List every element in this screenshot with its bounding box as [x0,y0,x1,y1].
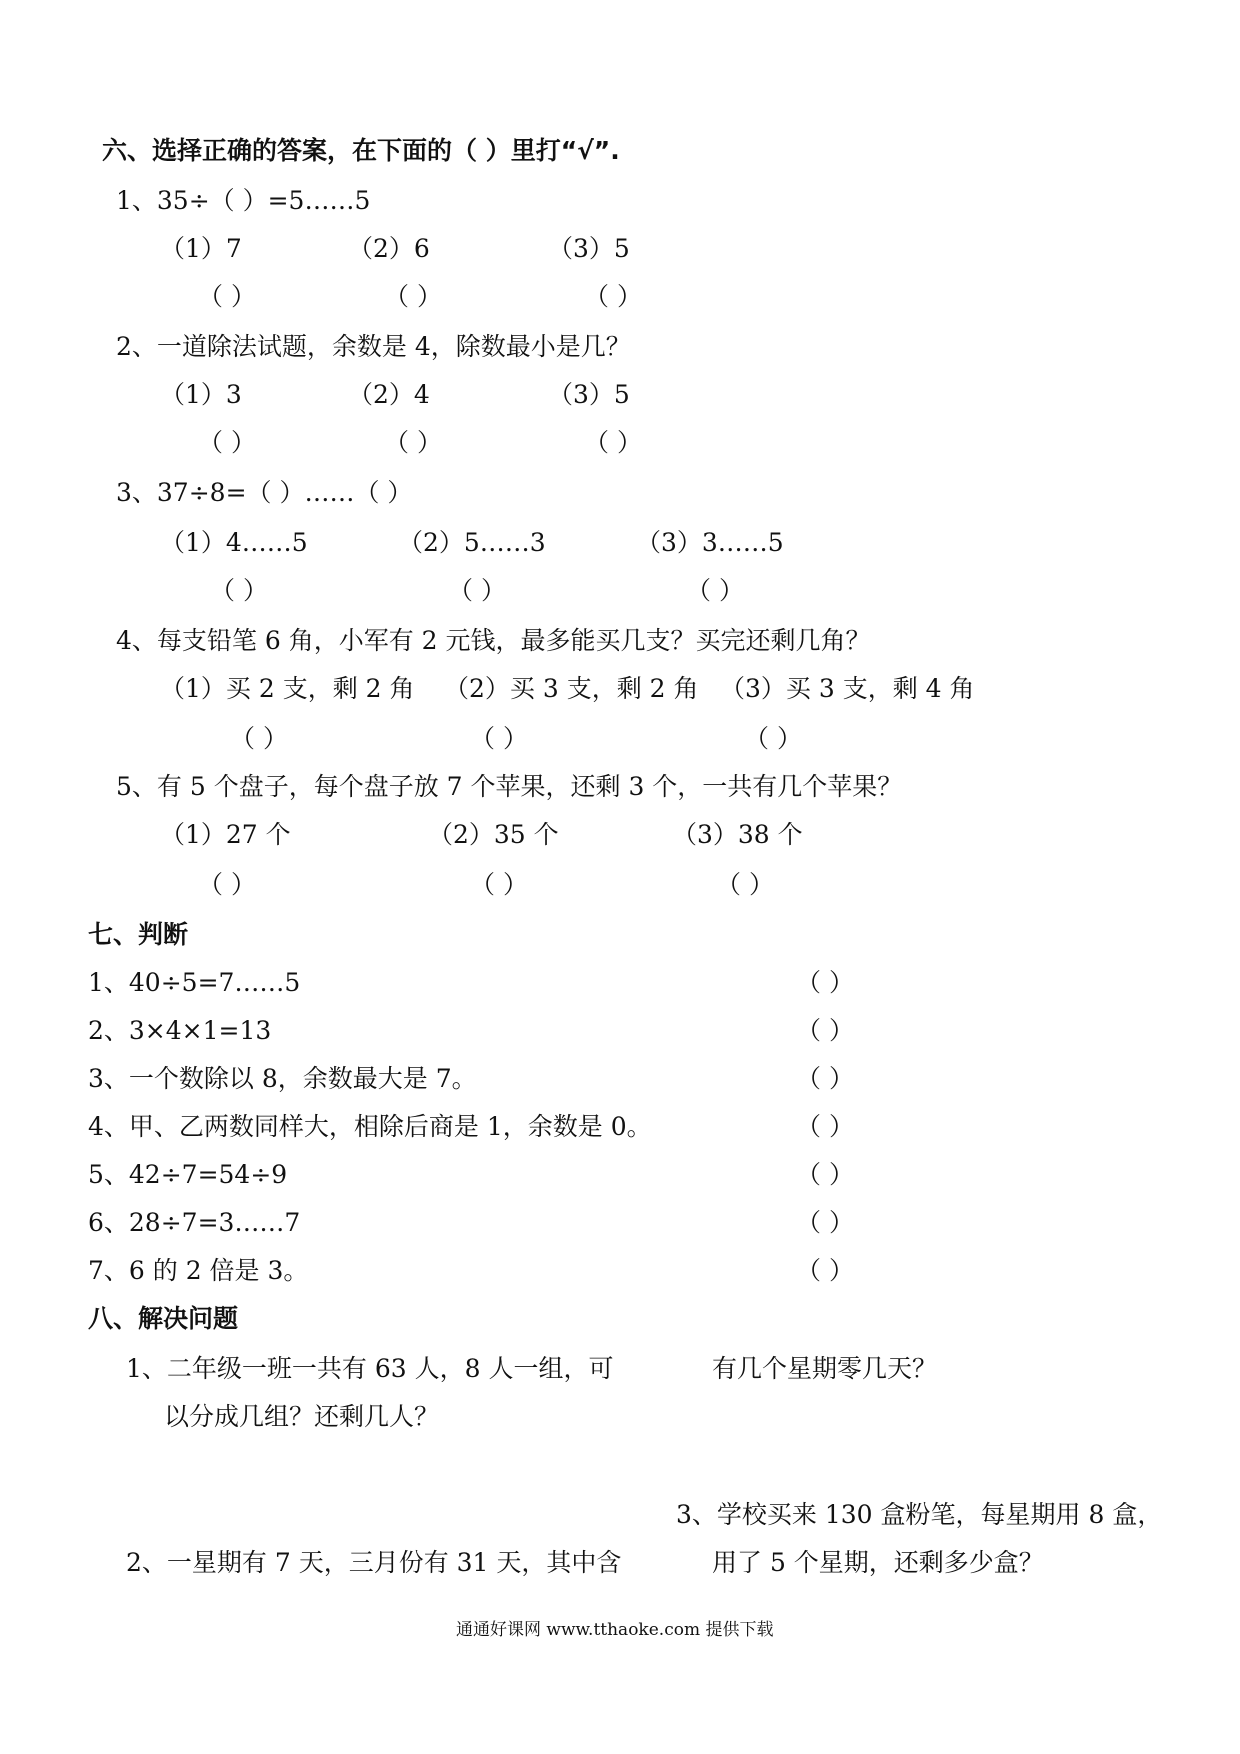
judge-answer-box-2[interactable]: （ ） [796,1016,854,1045]
section-6-heading: 六、选择正确的答案，在下面的（ ）里打“√”. [102,136,620,165]
question-5-text: 5、有 5 个盘子，每个盘子放 7 个苹果，还剩 3 个，一共有几个苹果？ [116,772,903,801]
problem-1-line-2: 以分成几组？还剩几人？ [164,1402,440,1431]
question-4-option-1: （1）买 2 支，剩 2 角 [160,674,415,703]
judge-item-6: 6、28÷7=3……7 [88,1208,301,1237]
question-3-option-1: （1）4……5 [160,528,308,557]
section-7-heading: 七、判断 [88,920,189,949]
question-2-option-3: （3）5 [548,380,630,409]
problem-1-line-1: 1、二年级一班一共有 63 人，8 人一组，可 [126,1354,614,1383]
judge-answer-box-3[interactable]: （ ） [796,1064,854,1093]
question-4-answer-box-1[interactable]: （ ） [230,724,288,753]
question-1-text: 1、35÷（ ）=5……5 [116,186,371,215]
question-5-option-3: （3）38 个 [672,820,803,849]
question-1-option-2: （2）6 [348,234,430,263]
question-3-answer-box-3[interactable]: （ ） [686,576,744,605]
question-4-text: 4、每支铅笔 6 角，小军有 2 元钱，最多能买几支？买完还剩几角？ [116,626,871,655]
question-5-answer-box-3[interactable]: （ ） [716,870,774,899]
problem-2-line-2: 有几个星期零几天？ [712,1354,938,1383]
problem-3-line-2: 用了 5 个星期，还剩多少盒？ [712,1548,1044,1577]
question-5-answer-box-2[interactable]: （ ） [470,870,528,899]
question-1-answer-box-2[interactable]: （ ） [384,282,442,311]
question-4-option-3: （3）买 3 支，剩 4 角 [720,674,975,703]
judge-item-1: 1、40÷5=7……5 [88,968,301,997]
question-1-answer-box-3[interactable]: （ ） [584,282,642,311]
question-5-option-1: （1）27 个 [160,820,291,849]
question-4-option-2: （2）买 3 支，剩 2 角 [444,674,699,703]
judge-item-5: 5、42÷7=54÷9 [88,1160,288,1189]
judge-answer-box-7[interactable]: （ ） [796,1256,854,1285]
judge-item-7: 7、6 的 2 倍是 3。 [88,1256,309,1285]
judge-answer-box-1[interactable]: （ ） [796,968,854,997]
judge-answer-box-4[interactable]: （ ） [796,1112,854,1141]
question-1-answer-box-1[interactable]: （ ） [198,282,256,311]
problem-2-line-1: 2、一星期有 7 天，三月份有 31 天，其中含 [126,1548,622,1577]
question-1-option-3: （3）5 [548,234,630,263]
question-2-answer-box-1[interactable]: （ ） [198,428,256,457]
problem-3-line-1: 3、学校买来 130 盒粉笔，每星期用 8 盒， [676,1500,1163,1529]
question-3-text: 3、37÷8=（ ）……（ ） [116,478,413,507]
question-2-option-2: （2）4 [348,380,430,409]
question-1-option-1: （1）7 [160,234,242,263]
judge-answer-box-5[interactable]: （ ） [796,1160,854,1189]
question-3-option-2: （2）5……3 [398,528,546,557]
question-4-answer-box-3[interactable]: （ ） [744,724,802,753]
question-2-answer-box-2[interactable]: （ ） [384,428,442,457]
question-4-answer-box-2[interactable]: （ ） [470,724,528,753]
footer-text: 通通好课网 www.tthaoke.com 提供下载 [456,1620,774,1640]
question-3-answer-box-2[interactable]: （ ） [448,576,506,605]
judge-item-2: 2、3×4×1=13 [88,1016,272,1045]
question-5-answer-box-1[interactable]: （ ） [198,870,256,899]
judge-item-3: 3、一个数除以 8，余数最大是 7。 [88,1064,477,1093]
question-5-option-2: （2）35 个 [428,820,559,849]
judge-answer-box-6[interactable]: （ ） [796,1208,854,1237]
section-8-heading: 八、解决问题 [88,1304,239,1333]
question-3-answer-box-1[interactable]: （ ） [210,576,268,605]
question-3-option-3: （3）3……5 [636,528,784,557]
question-2-text: 2、一道除法试题，余数是 4，除数最小是几？ [116,332,631,361]
question-2-answer-box-3[interactable]: （ ） [584,428,642,457]
judge-item-4: 4、甲、乙两数同样大，相除后商是 1，余数是 0。 [88,1112,652,1141]
question-2-option-1: （1）3 [160,380,242,409]
